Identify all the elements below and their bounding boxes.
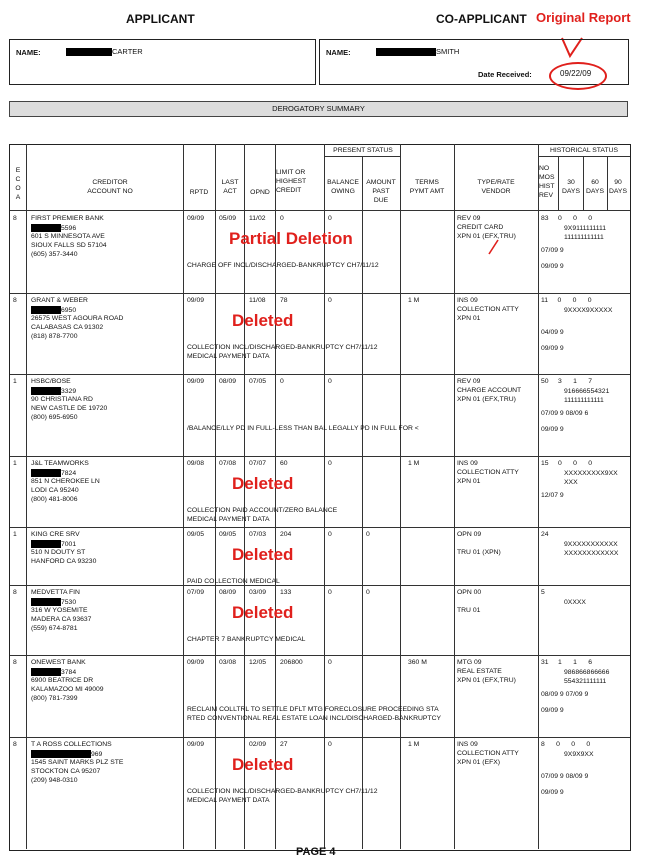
type-rate-line1: OPN 00 [457, 589, 482, 596]
balance-cell: 0 [328, 741, 332, 748]
rptd-cell: 09/09 [187, 215, 205, 222]
type-rate-line2: CHARGE ACCOUNT [457, 387, 522, 394]
limit-cell: 133 [280, 589, 292, 596]
terms-cell: 1 M [408, 460, 420, 467]
creditor-phone: (559) 674-8781 [31, 625, 78, 632]
days90-header: 90 DAYS [608, 179, 627, 195]
last-act-cell: 08/09 [219, 589, 237, 596]
account-number: 7001 [31, 540, 76, 549]
type-rate-line3: XPN 01 [457, 315, 481, 322]
remark-line1: CHARGE OFF INCL/DISCHARGED-BANKRUPTCY CH7/11/12 [187, 262, 379, 269]
creditor-phone: (800) 781-7399 [31, 695, 78, 702]
creditor-address-line1: 510 N DOUTY ST [31, 549, 86, 556]
remark-line2: MEDICAL PAYMENT DATA [187, 353, 270, 360]
creditor-name: FIRST PREMIER BANK [31, 215, 104, 222]
creditor-address-line2: NEW CASTLE DE 19720 [31, 405, 108, 412]
ecoa-cell: 8 [13, 659, 17, 666]
type-rate-line2: COLLECTION ATTY [457, 750, 519, 757]
balance-header: BALANCE OWING [327, 179, 359, 195]
redaction-bar [31, 469, 61, 477]
history-counts: 5 [541, 589, 545, 596]
creditor-phone: (800) 695-6950 [31, 414, 78, 421]
opnd-cell: 02/09 [249, 741, 267, 748]
creditor-phone: (800) 481-8006 [31, 496, 78, 503]
redaction-bar [31, 668, 61, 676]
opnd-header: OPND [250, 189, 270, 196]
past-due-header: AMOUNT PAST DUE [366, 179, 396, 204]
type-rate-line2: CREDIT CARD [457, 224, 504, 231]
creditor-name: GRANT & WEBER [31, 297, 88, 304]
history-dates: 12/07 9 [541, 492, 564, 499]
past-due-cell: 0 [366, 589, 370, 596]
account-number: 3784 [31, 668, 76, 677]
account-number: 7824 [31, 469, 76, 478]
type-rate-line3: XPN 01 (EFX,TRU) [457, 677, 516, 684]
account-number: 5596 [31, 224, 76, 233]
deletion-annotation: Deleted [232, 474, 294, 493]
type-rate-line3: XPN 01 (EFX) [457, 759, 501, 766]
redaction-bar [31, 306, 61, 314]
present-status-header: PRESENT STATUS [333, 147, 393, 154]
creditor-name: J&L TEAMWORKS [31, 460, 89, 467]
balance-cell: 0 [328, 215, 332, 222]
creditor-address-line2: CALABASAS CA 91302 [31, 324, 104, 331]
ecoa-cell: 8 [13, 215, 17, 222]
opnd-cell: 03/09 [249, 589, 267, 596]
limit-cell: 0 [280, 215, 284, 222]
opnd-cell: 11/02 [249, 215, 266, 222]
type-rate-line1: INS 09 [457, 460, 478, 467]
type-rate-line3: TRU 01 (XPN) [457, 549, 501, 556]
deletion-annotation: Partial Deletion [229, 229, 353, 248]
last-act-cell: 07/08 [219, 460, 237, 467]
remark-line2: MEDICAL PAYMENT DATA [187, 516, 270, 523]
co-applicant-name-label: NAME: [326, 48, 351, 57]
history-grid-line1: XXXXXXXXX9XX [564, 470, 618, 477]
original-report-annotation: Original Report [536, 10, 631, 25]
creditor-name: MEDVETTA FIN [31, 589, 80, 596]
account-number: 6950 [31, 306, 76, 315]
remark-line1: CHAPTER 7 BANKRUPTCY MEDICAL [187, 636, 306, 643]
limit-cell: 206800 [280, 659, 303, 666]
applicant-name: CARTER [66, 47, 143, 56]
history-latest: 09/09 9 [541, 345, 564, 352]
account-number: 3329 [31, 387, 76, 396]
opnd-cell: 07/03 [249, 531, 267, 538]
history-dates: 08/09 9 07/09 9 [541, 691, 589, 698]
remark-line1: COLLECTION PAID ACCOUNT/ZERO BALANCE [187, 507, 338, 514]
rptd-header: RPTD [189, 189, 209, 196]
co-applicant-name: SMITH [376, 47, 459, 56]
row-divider [10, 456, 630, 457]
last-act-cell: 05/09 [219, 215, 237, 222]
opnd-cell: 11/08 [249, 297, 266, 304]
type-rate-line1: REV 09 [457, 378, 481, 385]
history-grid-line1: 9XXXXXXXXXXX [564, 541, 618, 548]
history-dates: 07/09 9 08/09 6 [541, 410, 589, 417]
rptd-cell: 09/09 [187, 741, 205, 748]
last-act-cell: 03/08 [219, 659, 237, 666]
summary-title: DEROGATORY SUMMARY [9, 101, 628, 117]
strike-mark-icon [486, 238, 500, 256]
remark-line1: /BALANCE/LLY PD IN FULL-LESS THAN BAL LEGALLY PD IN FULL FOR < [187, 425, 419, 432]
balance-cell: 0 [328, 378, 332, 385]
limit-cell: 27 [280, 741, 288, 748]
creditor-address-line1: 851 N CHEROKEE LN [31, 478, 100, 485]
creditor-header: CREDITOR ACCOUNT NO [87, 179, 133, 195]
creditor-name: HSBC/BOSE [31, 378, 71, 385]
creditor-address-line2: KALAMAZOO MI 49009 [31, 686, 104, 693]
type-rate-line3: XPN 01 (EFX,TRU) [457, 233, 516, 240]
history-counts: 31 1 1 6 [541, 659, 593, 666]
ecoa-cell: 1 [13, 531, 17, 538]
type-rate-line1: INS 09 [457, 741, 478, 748]
type-rate-line1: OPN 09 [457, 531, 482, 538]
history-grid-line2: 111111111111 [564, 234, 604, 241]
nos-mos-header: NO MOS HIST REV [539, 165, 555, 199]
history-grid-line2: XXX [564, 479, 578, 486]
rptd-cell: 09/09 [187, 659, 205, 666]
limit-cell: 78 [280, 297, 288, 304]
last-act-cell: 08/09 [219, 378, 237, 385]
creditor-address-line2: LODI CA 95240 [31, 487, 79, 494]
type-rate-line3: TRU 01 [457, 607, 481, 614]
creditor-address-line1: 90 CHRISTIANA RD [31, 396, 93, 403]
history-grid-line1: 0XXXX [564, 599, 586, 606]
creditor-address-line2: HANFORD CA 93230 [31, 558, 97, 565]
history-counts: 11 0 0 0 [541, 297, 592, 304]
rptd-cell: 09/05 [187, 531, 205, 538]
creditor-phone: (818) 878-7700 [31, 333, 78, 340]
row-divider [10, 585, 630, 586]
row-divider [10, 527, 630, 528]
history-latest: 09/09 9 [541, 707, 564, 714]
limit-header: LIMIT OR HIGHEST CREDIT [276, 169, 307, 194]
last-act-cell: 09/05 [219, 531, 237, 538]
type-rate-line2: COLLECTION ATTY [457, 469, 519, 476]
remark-line1: COLLECTION INCL/DISCHARGED-BANKRUPTCY CH7/11/12 [187, 344, 378, 351]
history-grid-line2: 554321111111 [564, 678, 607, 685]
type-rate-header: TYPE/RATE VENDOR [477, 179, 515, 195]
balance-cell: 0 [328, 589, 332, 596]
limit-cell: 204 [280, 531, 292, 538]
type-rate-line2: COLLECTION ATTY [457, 306, 519, 313]
remark-line2: MEDICAL PAYMENT DATA [187, 797, 270, 804]
creditor-address-line2: SIOUX FALLS SD 57104 [31, 242, 107, 249]
history-latest: 09/09 9 [541, 426, 564, 433]
history-dates: 04/09 9 [541, 329, 564, 336]
type-rate-line3: XPN 01 [457, 478, 481, 485]
row-divider [10, 655, 630, 656]
history-counts: 8 0 0 0 [541, 741, 591, 748]
limit-cell: 60 [280, 460, 288, 467]
deletion-annotation: Deleted [232, 603, 294, 622]
balance-cell: 0 [328, 659, 332, 666]
creditor-address-line1: 316 W YOSEMITE [31, 607, 88, 614]
days60-header: 60 DAYS [585, 179, 604, 195]
creditor-name: T A ROSS COLLECTIONS [31, 741, 112, 748]
history-dates: 07/09 9 08/09 9 [541, 773, 589, 780]
history-latest: 09/09 9 [541, 789, 564, 796]
co-applicant-heading: CO-APPLICANT [436, 12, 527, 26]
history-latest: 09/09 9 [541, 263, 564, 270]
creditor-phone: (605) 357-3440 [31, 251, 78, 258]
date-circle-annotation [549, 62, 607, 90]
history-counts: 24 [541, 531, 549, 538]
redaction-bar [31, 598, 61, 606]
type-rate-line2: REAL ESTATE [457, 668, 502, 675]
rptd-cell: 07/09 [187, 589, 205, 596]
last-act-header: LAST ACT [221, 179, 239, 195]
type-rate-line1: INS 09 [457, 297, 478, 304]
history-grid-line1: 986866866666 [564, 669, 610, 676]
row-divider [10, 737, 630, 738]
creditor-address-line1: 601 S MINNESOTA AVE [31, 233, 105, 240]
opnd-cell: 07/05 [249, 378, 267, 385]
terms-header: TERMS PYMT AMT [409, 179, 445, 195]
deletion-annotation: Deleted [232, 545, 294, 564]
balance-cell: 0 [328, 460, 332, 467]
remark-line1: PAID COLLECTION MEDICAL [187, 578, 280, 585]
date-received: 09/22/09 [560, 69, 592, 78]
redaction-bar [31, 224, 61, 232]
ecoa-cell: 1 [13, 460, 17, 467]
remark-line1: COLLECTION INCL/DISCHARGED-BANKRUPTCY CH7/11/12 [187, 788, 378, 795]
terms-cell: 1 M [408, 741, 420, 748]
remark-line1: RECLAIM COLLTRL TO SETTLE DFLT MTG FORECLOSURE PROCEEDING STA [187, 706, 439, 713]
past-due-cell: 0 [366, 531, 370, 538]
type-rate-line1: REV 09 [457, 215, 481, 222]
history-dates: 07/09 9 [541, 247, 564, 254]
rptd-cell: 09/09 [187, 378, 205, 385]
deletion-annotation: Deleted [232, 755, 294, 774]
header-divider [10, 210, 630, 211]
creditor-address-line2: MADERA CA 93637 [31, 616, 92, 623]
limit-cell: 0 [280, 378, 284, 385]
redaction-bar [376, 48, 436, 56]
history-counts: 83 0 0 0 [541, 215, 593, 222]
terms-cell: 360 M [408, 659, 427, 666]
days30-header: 30 DAYS [561, 179, 580, 195]
creditor-name: KING CRE SRV [31, 531, 80, 538]
creditor-name: ONEWEST BANK [31, 659, 86, 666]
creditor-address-line2: STOCKTON CA 95207 [31, 768, 101, 775]
applicant-heading: APPLICANT [126, 12, 195, 26]
creditor-address-line1: 1545 SAINT MARKS PLZ STE [31, 759, 124, 766]
remark-line2: RTED CONVENTIONAL REAL ESTATE LOAN INCL/DISCHARGED-BANKRUPTCY [187, 715, 442, 722]
terms-cell: 1 M [408, 297, 420, 304]
history-grid-line1: 9X9X9XX [564, 751, 594, 758]
ecoa-cell: 8 [13, 589, 17, 596]
applicant-name-label: NAME: [16, 48, 41, 57]
history-counts: 50 3 1 7 [541, 378, 593, 385]
history-counts: 15 0 0 0 [541, 460, 593, 467]
account-number: 969 [31, 750, 102, 759]
row-divider [10, 374, 630, 375]
history-grid-line1: 9X9111111111 [564, 225, 607, 232]
history-grid-line1: 916666554321 [564, 388, 610, 395]
redaction-bar [31, 750, 91, 758]
row-divider [10, 293, 630, 294]
redaction-bar [31, 387, 61, 395]
ecoa-cell: 8 [13, 297, 17, 304]
deletion-annotation: Deleted [232, 311, 294, 330]
history-grid-line2: XXXXXXXXXXXX [564, 550, 619, 557]
creditor-address-line1: 26575 WEST AGOURA ROAD [31, 315, 124, 322]
ecoa-cell: 8 [13, 741, 17, 748]
ecoa-cell: 1 [13, 378, 17, 385]
history-grid-line1: 9XXXX9XXXXX [564, 307, 613, 314]
historical-status-divider [538, 156, 630, 157]
redaction-bar [31, 540, 61, 548]
redaction-bar [66, 48, 112, 56]
opnd-cell: 07/07 [249, 460, 267, 467]
history-grid-line2: 111111111111 [564, 397, 604, 404]
page-number: PAGE 4 [296, 846, 336, 858]
creditor-phone: (209) 948-0310 [31, 777, 78, 784]
balance-cell: 0 [328, 297, 332, 304]
date-received-label: Date Received: [478, 70, 532, 79]
opnd-cell: 12/05 [249, 659, 267, 666]
account-number: 7530 [31, 598, 76, 607]
rptd-cell: 09/08 [187, 460, 205, 467]
ecoa-header: E C O A [15, 167, 21, 201]
balance-cell: 0 [328, 531, 332, 538]
type-rate-line1: MTG 09 [457, 659, 482, 666]
historical-status-header: HISTORICAL STATUS [549, 147, 619, 154]
type-rate-line3: XPN 01 (EFX,TRU) [457, 396, 516, 403]
creditor-address-line1: 6900 BEATRICE DR [31, 677, 94, 684]
rptd-cell: 09/09 [187, 297, 205, 304]
applicant-name-box [9, 39, 316, 85]
